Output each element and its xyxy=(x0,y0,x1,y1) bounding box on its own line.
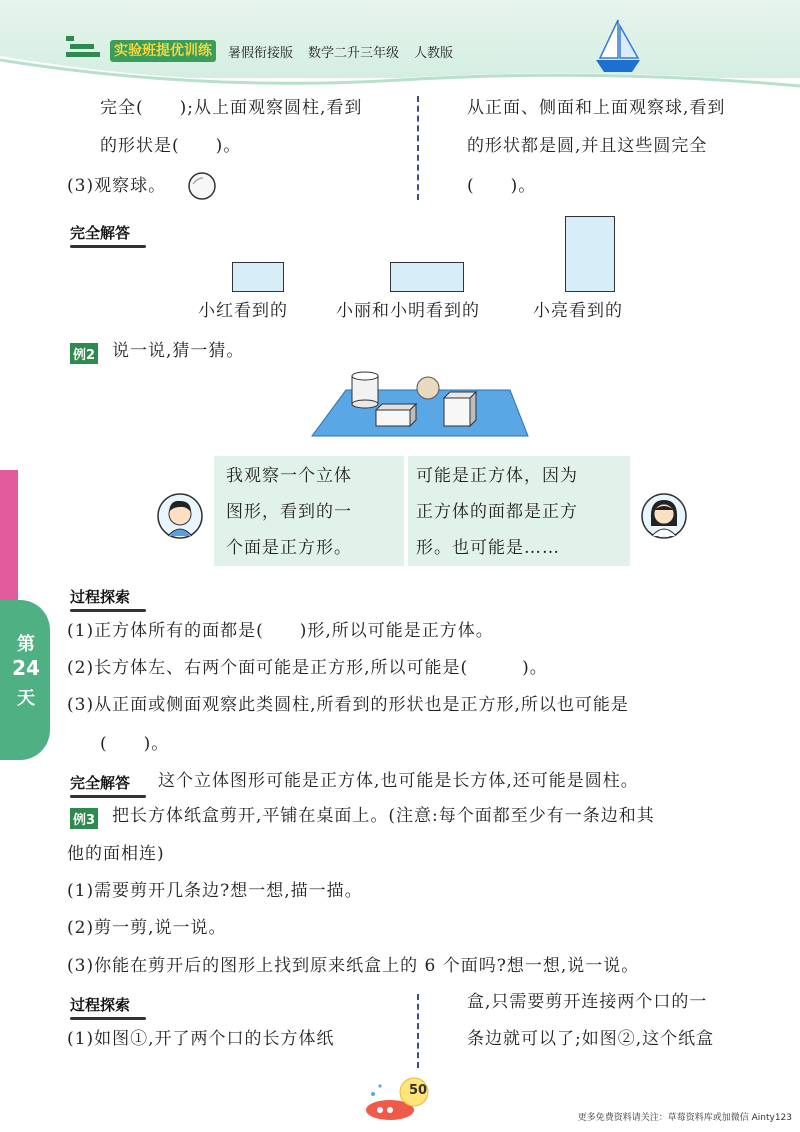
header-wave xyxy=(0,56,800,96)
bubble-right-line: 可能是正方体，因为 xyxy=(416,466,578,486)
bubble-left-line: 个面是正方形。 xyxy=(226,538,352,558)
brand-title: 实验班提优训练 xyxy=(110,40,216,62)
example3-line: 他的面相连) xyxy=(67,844,165,864)
example3-right-line: 条边就可以了;如图②,这个纸盒 xyxy=(467,1029,715,1049)
day-label: 第 xyxy=(17,634,35,655)
example3-left-line: (1)如图①,开了两个口的长方体纸 xyxy=(67,1029,335,1049)
process-line: (1)正方体所有的面都是( )形,所以可能是正方体。 xyxy=(67,621,494,641)
process-line: ( )。 xyxy=(100,734,170,754)
example-badge: 例3 xyxy=(70,808,98,829)
edition-label: 暑假衔接版 xyxy=(228,46,294,61)
example-badge: 例2 xyxy=(70,343,98,364)
shapes-on-table-figure xyxy=(310,370,530,442)
process-line: (3)从正面或侧面观察此类圆柱,所看到的形状也是正方形,所以也可能是 xyxy=(67,695,629,715)
tall-rectangle-view-shape xyxy=(565,216,615,292)
top-left-line: 的形状是( )。 xyxy=(100,136,242,156)
example3-line: (2)剪一剪,说一说。 xyxy=(67,918,227,938)
top-right-line: 从正面、侧面和上面观察球,看到 xyxy=(467,98,726,118)
process-line: (2)长方体左、右两个面可能是正方形,所以可能是( )。 xyxy=(67,658,548,678)
footer-note: 更多免费资料请关注：草莓资料库或加微信 Ainty123 xyxy=(577,1113,792,1123)
boy-avatar xyxy=(156,492,204,540)
caption-xiaoliang: 小亮看到的 xyxy=(533,301,623,321)
publisher-label: 人教版 xyxy=(414,46,454,61)
day-number: 24 xyxy=(12,656,40,680)
rectangle-view-shape xyxy=(390,262,464,292)
top-right-line: ( )。 xyxy=(467,176,537,196)
subject-label: 数学二升三年级 xyxy=(308,46,400,61)
top-left-line: 完全( );从上面观察圆柱,看到 xyxy=(100,98,363,118)
side-stripe xyxy=(0,470,18,610)
process-heading: 过程探索 xyxy=(70,994,130,1015)
column-divider xyxy=(417,994,419,1068)
logo-icon xyxy=(64,30,104,62)
submarine-icon xyxy=(360,1074,440,1124)
bubble-right-line: 正方体的面都是正方 xyxy=(416,502,578,522)
example3-right-line: 盒,只需要剪开连接两个口的一 xyxy=(467,992,708,1012)
answer-heading: 完全解答 xyxy=(70,222,130,243)
caption-xiaohong: 小红看到的 xyxy=(198,301,288,321)
sailboat-icon xyxy=(592,18,644,78)
column-divider xyxy=(417,96,419,200)
girl-avatar xyxy=(640,492,688,540)
bubble-right-line: 形。也可能是…… xyxy=(416,538,560,558)
top-right-line: 的形状都是圆,并且这些圆完全 xyxy=(467,136,708,156)
example3-line: (1)需要剪开几条边?想一想,描一描。 xyxy=(67,881,363,901)
square-view-shape xyxy=(232,262,284,292)
ball-icon xyxy=(185,170,219,202)
process-heading: 过程探索 xyxy=(70,586,130,607)
example3-line: 把长方体纸盒剪开,平铺在桌面上。(注意:每个面都至少有一条边和其 xyxy=(112,806,655,826)
caption-xiaoli-xiaoming: 小丽和小明看到的 xyxy=(336,301,480,321)
bubble-left-line: 图形，看到的一 xyxy=(226,502,352,522)
page-number: 50 xyxy=(408,1083,428,1098)
answer-heading: 完全解答 xyxy=(70,772,130,793)
top-left-line: (3)观察球。 xyxy=(67,176,167,196)
day-label: 天 xyxy=(17,688,35,709)
bubble-left-line: 我观察一个立体 xyxy=(226,466,352,486)
example-title: 说一说,猜一猜。 xyxy=(112,341,245,361)
day-tab xyxy=(0,600,50,760)
answer-text: 这个立体图形可能是正方体,也可能是长方体,还可能是圆柱。 xyxy=(158,771,639,791)
example3-line: (3)你能在剪开后的图形上找到原来纸盒上的 6 个面吗?想一想,说一说。 xyxy=(67,956,640,976)
